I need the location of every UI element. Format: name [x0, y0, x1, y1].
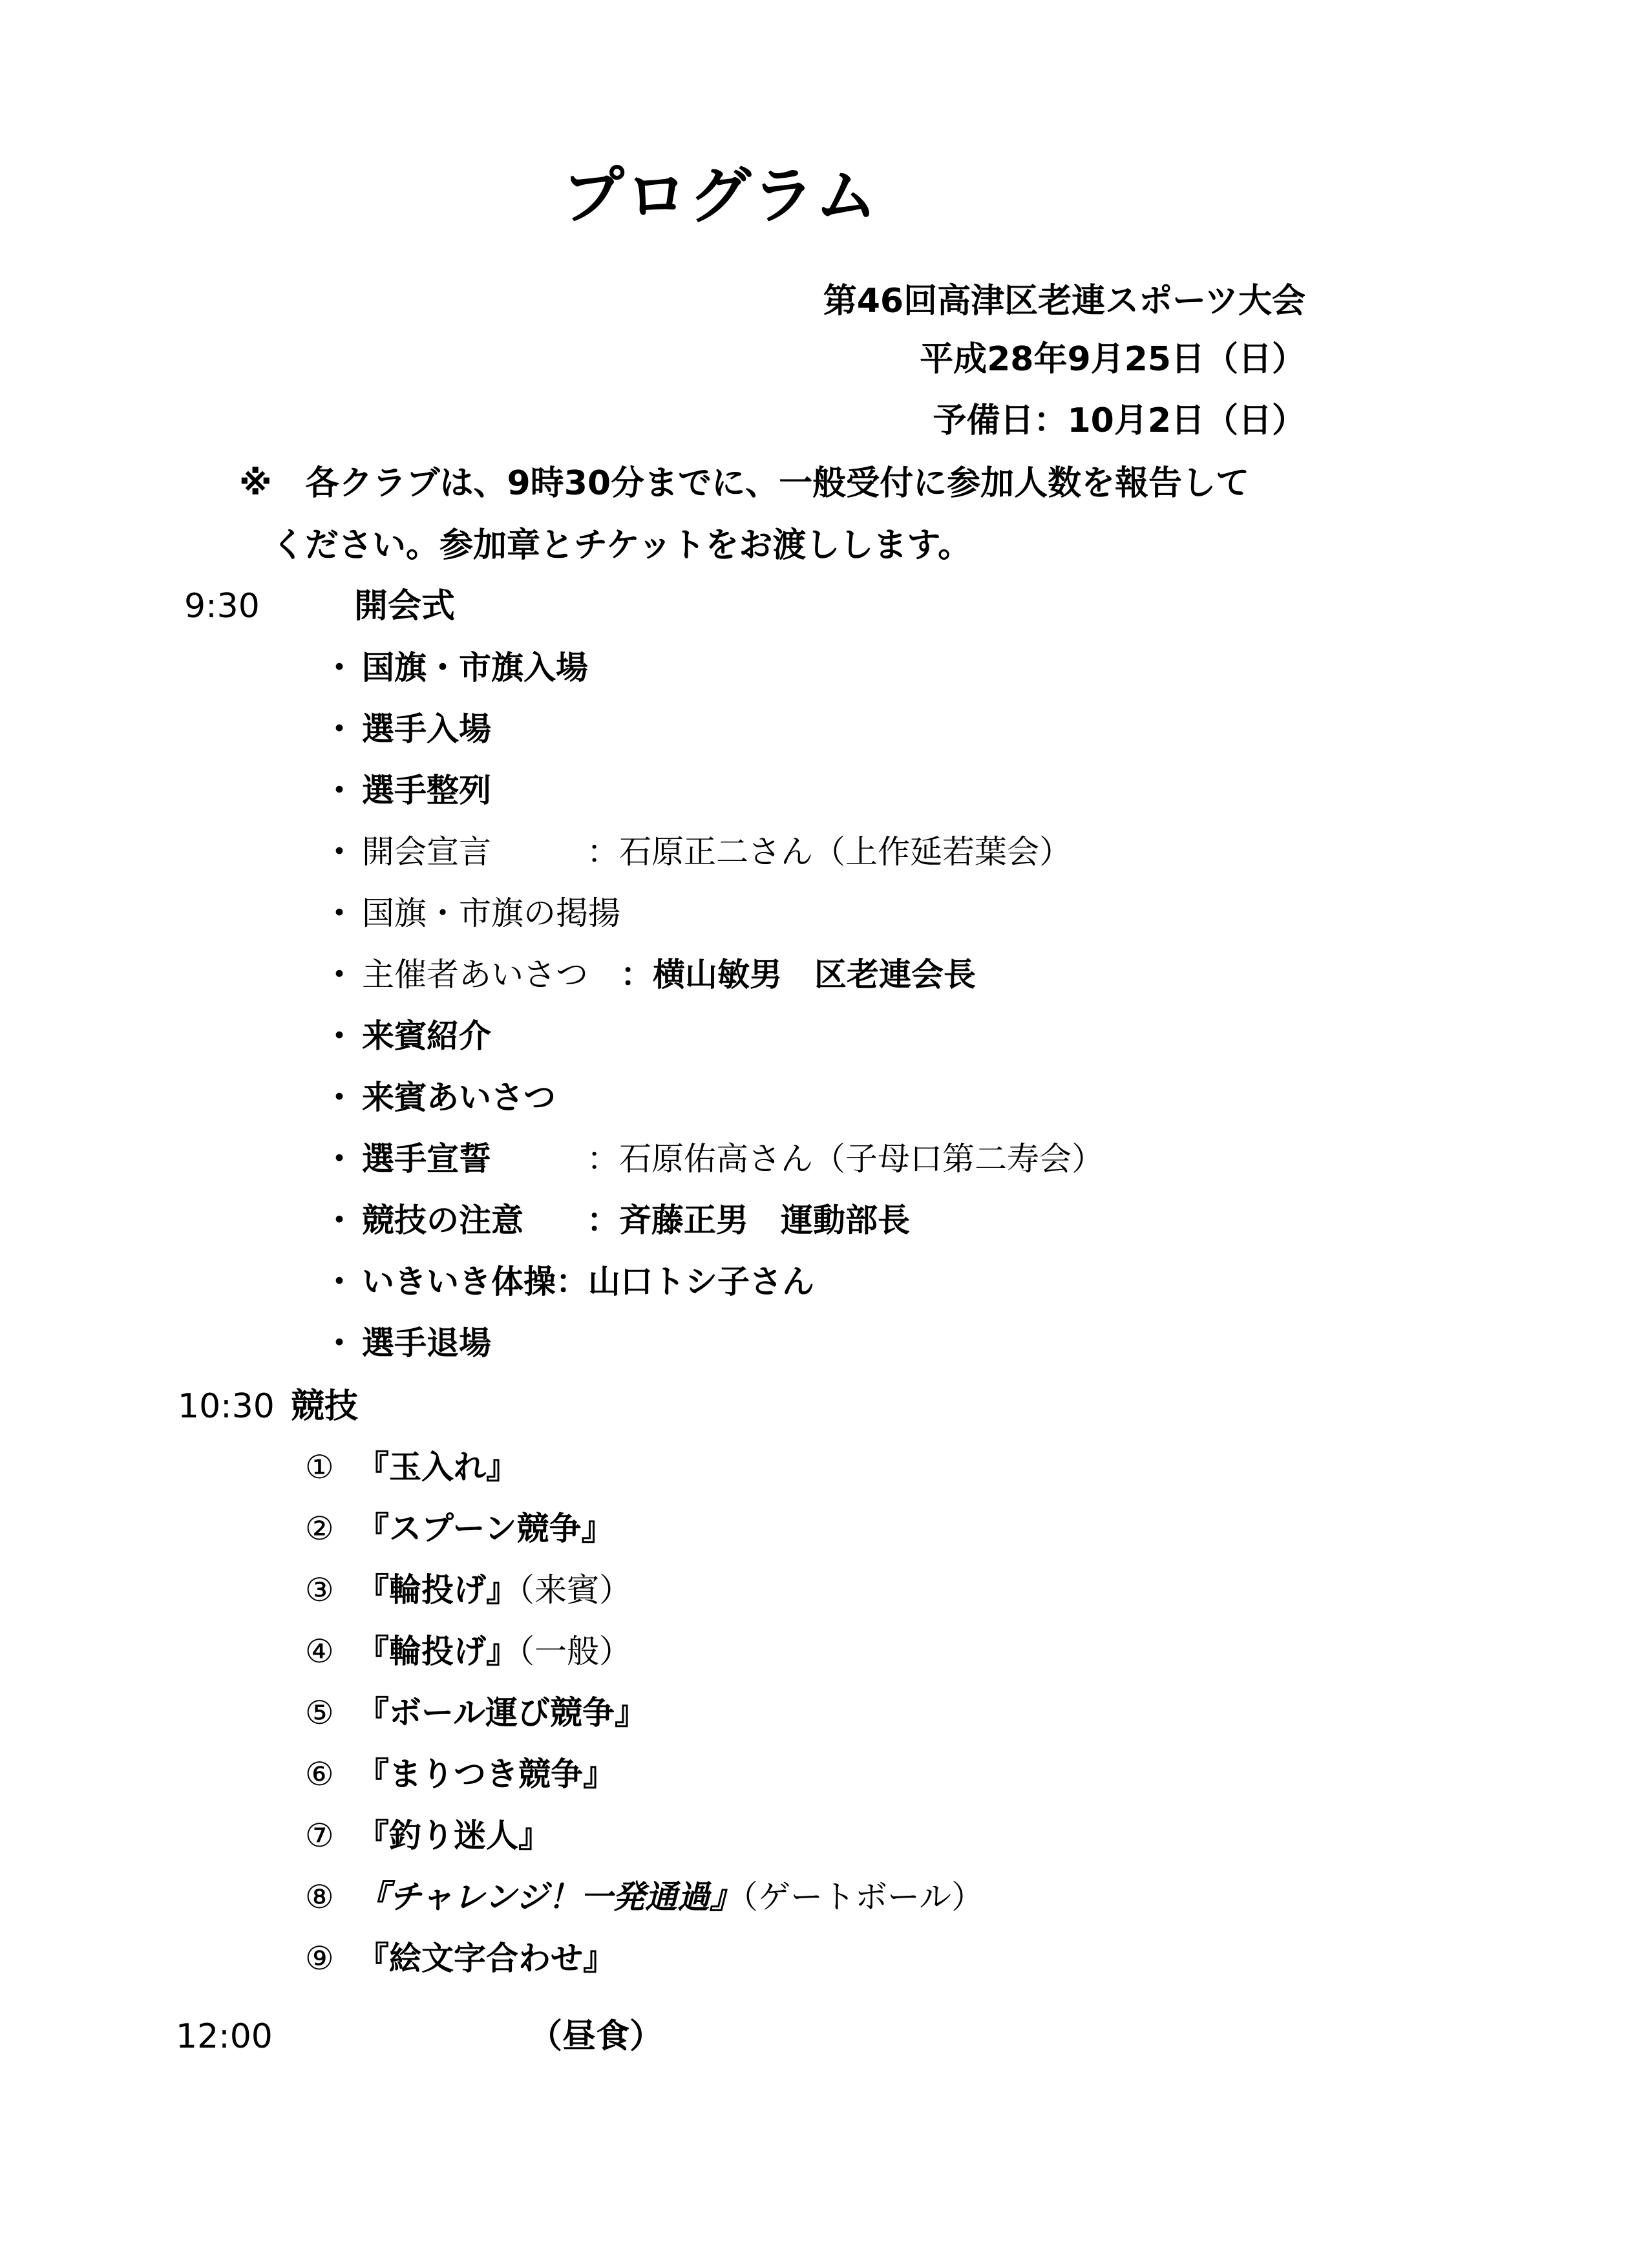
bullet-icon: ・: [323, 1263, 355, 1300]
bullet-icon: ・: [323, 895, 355, 932]
item-detail: ：横山敏男 区老連会長: [620, 956, 976, 993]
event-title: 『チャレンジ！一発通過』（ゲートボール）: [357, 1878, 984, 1916]
opening-heading: 開会式: [354, 587, 456, 626]
lunch-label: （昼食）: [529, 2017, 664, 2056]
event-number: ⑦: [305, 1817, 334, 1854]
item-label: 選手整列: [362, 772, 491, 809]
event-title: 『輪投げ』（一般）: [357, 1633, 631, 1670]
item-detail: ：石原佑高さん（子母口第二寿会）: [587, 1140, 1104, 1178]
bullet-icon: ・: [323, 1140, 355, 1178]
bullet-icon: ・: [323, 956, 355, 993]
item-label: 主催者あいさつ: [362, 956, 588, 993]
bullet-icon: ・: [323, 710, 355, 748]
event-title: 『輪投げ』（来賓）: [357, 1571, 631, 1609]
notice-line-2: ください。参加章とチケットをお渡しします。: [271, 526, 972, 565]
competition-time: 10:30: [178, 1387, 275, 1426]
item-detail: ：斉藤正男 運動部長: [587, 1202, 910, 1239]
item-label: 国旗・市旗の掲揚: [362, 895, 620, 932]
bullet-icon: ・: [323, 1324, 355, 1362]
event-number: ③: [305, 1571, 334, 1609]
lunch-time: 12:00: [176, 2017, 273, 2056]
event-title: 『玉入れ』: [357, 1448, 518, 1486]
event-title: 『まりつき競争』: [357, 1755, 615, 1793]
event-number: ⑧: [305, 1878, 334, 1916]
event-number: ⑤: [305, 1694, 334, 1732]
item-label: 国旗・市旗入場: [362, 649, 588, 686]
item-label: いきいき体操：山口トシ子さん: [362, 1263, 814, 1300]
item-label: 選手退場: [362, 1324, 491, 1362]
opening-time: 9:30: [184, 587, 260, 626]
event-number: ⑥: [305, 1755, 334, 1793]
page-title: プログラム: [562, 160, 879, 232]
event-number: ②: [305, 1510, 334, 1547]
event-title: 『スプーン競争』: [357, 1510, 614, 1547]
item-detail: ：石原正二さん（上作延若葉会）: [587, 833, 1072, 871]
item-label: 選手入場: [362, 710, 491, 748]
reserve-date: 予備日：10月2日（日）: [933, 401, 1305, 440]
item-label: 競技の注意: [362, 1202, 523, 1239]
bullet-icon: ・: [323, 649, 355, 686]
bullet-icon: ・: [323, 1017, 355, 1055]
item-label: 選手宣誓: [362, 1140, 491, 1178]
event-title: 『釣り迷人』: [357, 1817, 551, 1854]
event-date: 平成28年9月25日（日）: [920, 340, 1305, 379]
bullet-icon: ・: [323, 1079, 355, 1116]
bullet-icon: ・: [323, 1202, 355, 1239]
event-number: ①: [305, 1448, 334, 1486]
item-label: 開会宣言: [362, 833, 491, 871]
item-label: 来賓あいさつ: [362, 1079, 556, 1116]
event-title: 『ボール運び競争』: [357, 1694, 647, 1732]
notice-line-1: ※ 各クラブは、9時30分までに、一般受付に参加人数を報告して: [239, 464, 1250, 503]
competition-heading: 競技: [291, 1387, 359, 1426]
event-number: ④: [305, 1633, 334, 1670]
event-title: 『絵文字合わせ』: [357, 1940, 615, 1977]
bullet-icon: ・: [323, 772, 355, 809]
event-number: ⑨: [305, 1940, 334, 1977]
bullet-icon: ・: [323, 833, 355, 871]
item-label: 来賓紹介: [362, 1017, 491, 1055]
event-name: 第46回高津区老連スポーツ大会: [823, 282, 1305, 321]
